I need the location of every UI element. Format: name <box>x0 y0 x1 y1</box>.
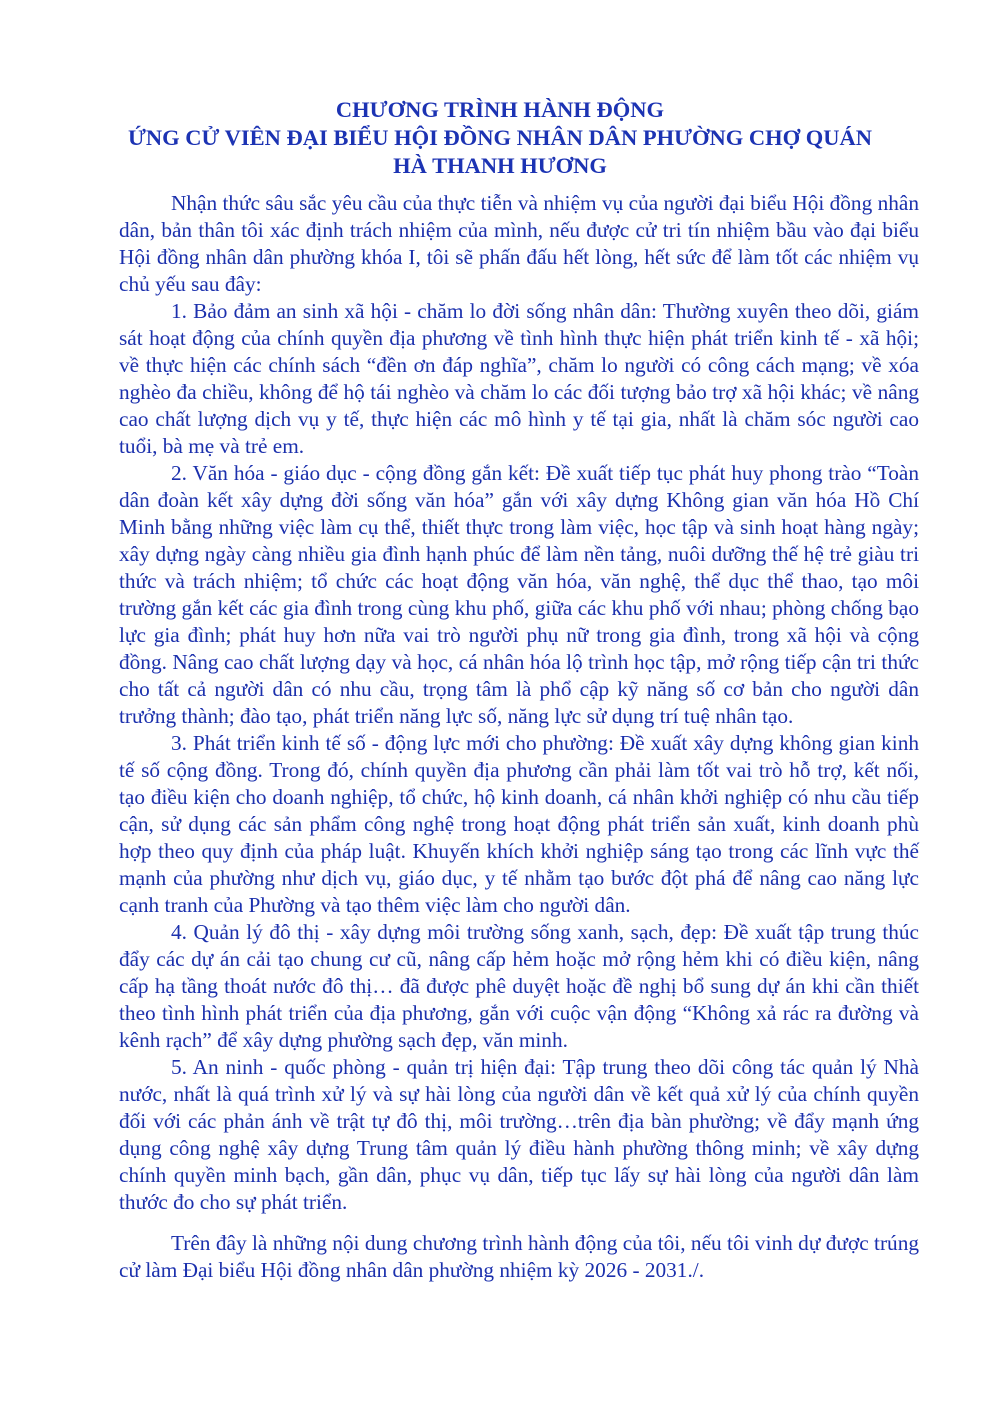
task-1-paragraph: 1. Bảo đảm an sinh xã hội - chăm lo đời sống nhân dân: Thường xuyên theo dõi, giám sát hoạt động của chính quyền địa phương về tình hình thực hiện phát triển kinh tế - xã hội; về thực hiện các chính sách “đền ơn đáp nghĩa”, chăm lo người có công cách mạng; về xóa nghèo đa chiều, không để hộ tái nghèo và chăm lo các đối tượng bảo trợ xã hội khác; về nâng cao chất lượng dịch vụ y tế, thực hiện các mô hình y tế tại gia, nhất là chăm sóc người cao tuổi, bà mẹ và trẻ em. <box>119 299 919 458</box>
intro-paragraph: Nhận thức sâu sắc yêu cầu của thực tiễn và nhiệm vụ của người đại biểu Hội đồng nhân dân, bản thân tôi xác định trách nhiệm của mình, nếu được cử tri tín nhiệm bầu vào đại biểu Hội đồng nhân dân phường khóa I, tôi sẽ phấn đấu hết lòng, hết sức để làm tốt các nhiệm vụ chủ yếu sau đây: <box>119 191 919 296</box>
closing-paragraph: Trên đây là những nội dung chương trình hành động của tôi, nếu tôi vinh dự được trúng cử làm Đại biểu Hội đồng nhân dân phường nhiệm kỳ 2026 - 2031./. <box>119 1231 919 1282</box>
title-line-2: ỨNG CỬ VIÊN ĐẠI BIỂU HỘI ĐỒNG NHÂN DÂN PHƯỜNG CHỢ QUÁN <box>128 125 872 150</box>
title-line-1: CHƯƠNG TRÌNH HÀNH ĐỘNG <box>335 97 665 122</box>
task-3-paragraph: 3. Phát triển kinh tế số - động lực mới cho phường: Đề xuất xây dựng không gian kinh tế số cộng đồng. Trong đó, chính quyền địa phương cần phải làm tốt vai trò hỗ trợ, kết nối, tạo điều kiện cho doanh nghiệp, tổ chức, hộ kinh doanh, cá nhân khởi nghiệp có nhu cầu tiếp cận, sử dụng các sản phẩm công nghệ trong hoạt động phát triển sản xuất, kinh doanh phù hợp theo quy định của pháp luật. Khuyến khích khởi nghiệp sáng tạo trong các lĩnh vực thế mạnh của phường như dịch vụ, giáo dục, y tế nhằm tạo bước đột phá để nâng cao năng lực cạnh tranh của Phường và tạo thêm việc làm cho người dân. <box>119 731 919 917</box>
task-5-paragraph: 5. An ninh - quốc phòng - quản trị hiện đại: Tập trung theo dõi công tác quản lý Nhà nước, nhất là quá trình xử lý và sự hài lòng của người dân về kết quả xử lý của chính quyền đối với các phản ánh về trật tự đô thị, môi trường…trên địa bàn phường; về đẩy mạnh ứng dụng công nghệ xây dựng Trung tâm quản lý điều hành phường thông minh; về xây dựng chính quyền minh bạch, gần dân, phục vụ dân, tiếp tục lấy sự hài lòng của người dân làm thước đo cho sự phát triển. <box>119 1055 919 1214</box>
task-4-paragraph: 4. Quản lý đô thị - xây dựng môi trường sống xanh, sạch, đẹp: Đề xuất tập trung thúc đẩy các dự án cải tạo chung cư cũ, nâng cấp hẻm hoặc mở rộng hẻm khi có điều kiện, nâng cấp hạ tầng thoát nước đô thị… đã được phê duyệt hoặc đề nghị bổ sung dự án khi cần thiết theo tình hình phát triển của địa phương, gắn với cuộc vận động “Không xả rác ra đường và kênh rạch” để xây dựng phường sạch đẹp, văn minh. <box>119 920 919 1052</box>
title-line-3: HÀ THANH HƯƠNG <box>393 153 607 178</box>
document-body <box>119 190 919 1284</box>
document-title <box>60 96 940 180</box>
task-2-paragraph: 2. Văn hóa - giáo dục - cộng đồng gắn kết: Đề xuất tiếp tục phát huy phong trào “Toàn dân đoàn kết xây dựng đời sống văn hóa” gắn với xây dựng Không gian văn hóa Hồ Chí Minh bằng những việc làm cụ thể, thiết thực trong làm việc, học tập và sinh hoạt hàng ngày; xây dựng ngày càng nhiều gia đình hạnh phúc để làm nền tảng, nuôi dưỡng thế hệ trẻ giàu tri thức và trách nhiệm; tổ chức các hoạt động văn hóa, văn nghệ, thể dục thể thao, tạo môi trường gắn kết các gia đình trong cùng khu phố, giữa các khu phố với nhau; phòng chống bạo lực gia đình; phát huy hơn nữa vai trò người phụ nữ trong gia đình, trong xã hội và cộng đồng. Nâng cao chất lượng dạy và học, cá nhân hóa lộ trình học tập, mở rộng tiếp cận tri thức cho tất cả người dân có nhu cầu, trọng tâm là phổ cập kỹ năng số cơ bản cho người dân trưởng thành; đào tạo, phát triển năng lực số, năng lực sử dụng trí tuệ nhân tạo. <box>119 461 919 728</box>
